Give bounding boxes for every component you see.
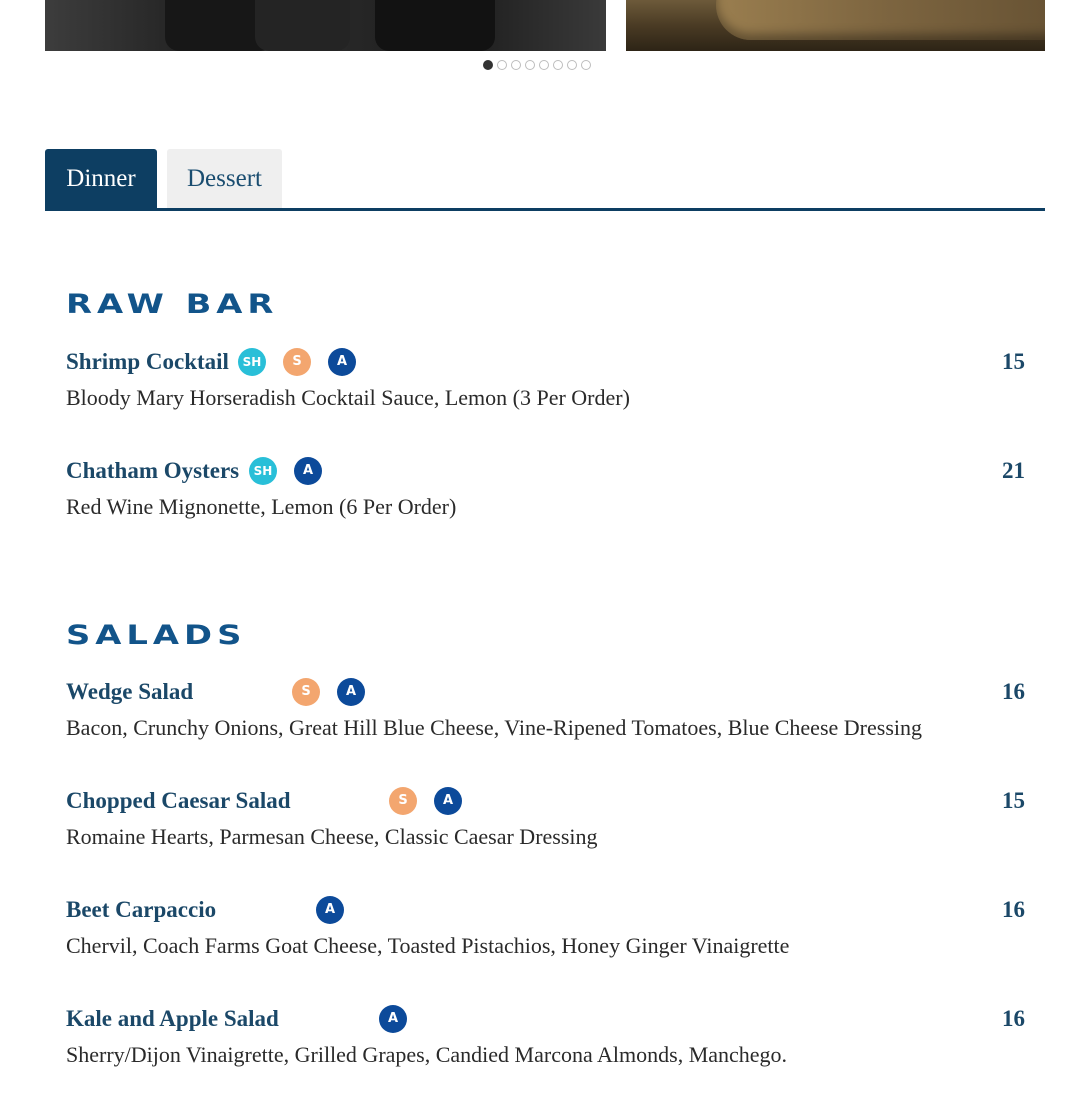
carousel-dot-7[interactable]: [567, 60, 577, 70]
item-name: Chopped Caesar Salad: [66, 788, 291, 813]
shellfish-badge-icon: SH: [249, 457, 277, 485]
carousel-image-left: [45, 0, 606, 51]
item-name: Wedge Salad: [66, 679, 194, 704]
s-badge-icon: S: [389, 787, 417, 815]
carousel-dot-1[interactable]: [483, 60, 493, 70]
section-title-salads: SALADS: [66, 620, 247, 651]
s-badge-icon: S: [283, 348, 311, 376]
section-title-raw-bar: RAW BAR: [66, 289, 279, 320]
carousel-dot-8[interactable]: [581, 60, 591, 70]
item-name: Beet Carpaccio: [66, 897, 217, 922]
item-price: 15: [1002, 349, 1025, 374]
a-badge-icon: A: [328, 348, 356, 376]
a-badge-icon: A: [434, 787, 462, 815]
item-price: 15: [1002, 788, 1025, 813]
carousel-dot-3[interactable]: [511, 60, 521, 70]
item-price: 16: [1002, 679, 1025, 704]
item-name: Chatham Oysters: [66, 458, 240, 483]
item-price: 16: [1002, 897, 1025, 922]
item-name: Shrimp Cocktail: [66, 349, 229, 374]
a-badge-icon: A: [316, 896, 344, 924]
tab-dessert[interactable]: Dessert: [167, 149, 282, 208]
item-description: Romaine Hearts, Parmesan Cheese, Classic Caesar Dressing: [66, 824, 598, 849]
shellfish-badge-icon: SH: [238, 348, 266, 376]
item-price: 21: [1002, 458, 1025, 483]
item-description: Red Wine Mignonette, Lemon (6 Per Order): [66, 494, 457, 519]
carousel-image-right: [626, 0, 1045, 51]
carousel-dot-6[interactable]: [553, 60, 563, 70]
tab-dinner[interactable]: Dinner: [45, 149, 157, 208]
item-description: Sherry/Dijon Vinaigrette, Grilled Grapes, Candied Marcona Almonds, Manchego.: [66, 1042, 788, 1067]
carousel-dot-5[interactable]: [539, 60, 549, 70]
s-badge-icon: S: [292, 678, 320, 706]
carousel-dot-4[interactable]: [525, 60, 535, 70]
carousel-pagination: [483, 60, 591, 72]
a-badge-icon: A: [379, 1005, 407, 1033]
item-description: Chervil, Coach Farms Goat Cheese, Toasted Pistachios, Honey Ginger Vinaigrette: [66, 933, 790, 958]
a-badge-icon: A: [294, 457, 322, 485]
item-description: Bacon, Crunchy Onions, Great Hill Blue Cheese, Vine-Ripened Tomatoes, Blue Cheese Dressing: [66, 715, 922, 740]
a-badge-icon: A: [337, 678, 365, 706]
item-price: 16: [1002, 1006, 1025, 1031]
item-description: Bloody Mary Horseradish Cocktail Sauce, Lemon (3 Per Order): [66, 385, 630, 410]
item-name: Kale and Apple Salad: [66, 1006, 279, 1031]
carousel-dot-2[interactable]: [497, 60, 507, 70]
menu-tabs: [45, 149, 1045, 211]
